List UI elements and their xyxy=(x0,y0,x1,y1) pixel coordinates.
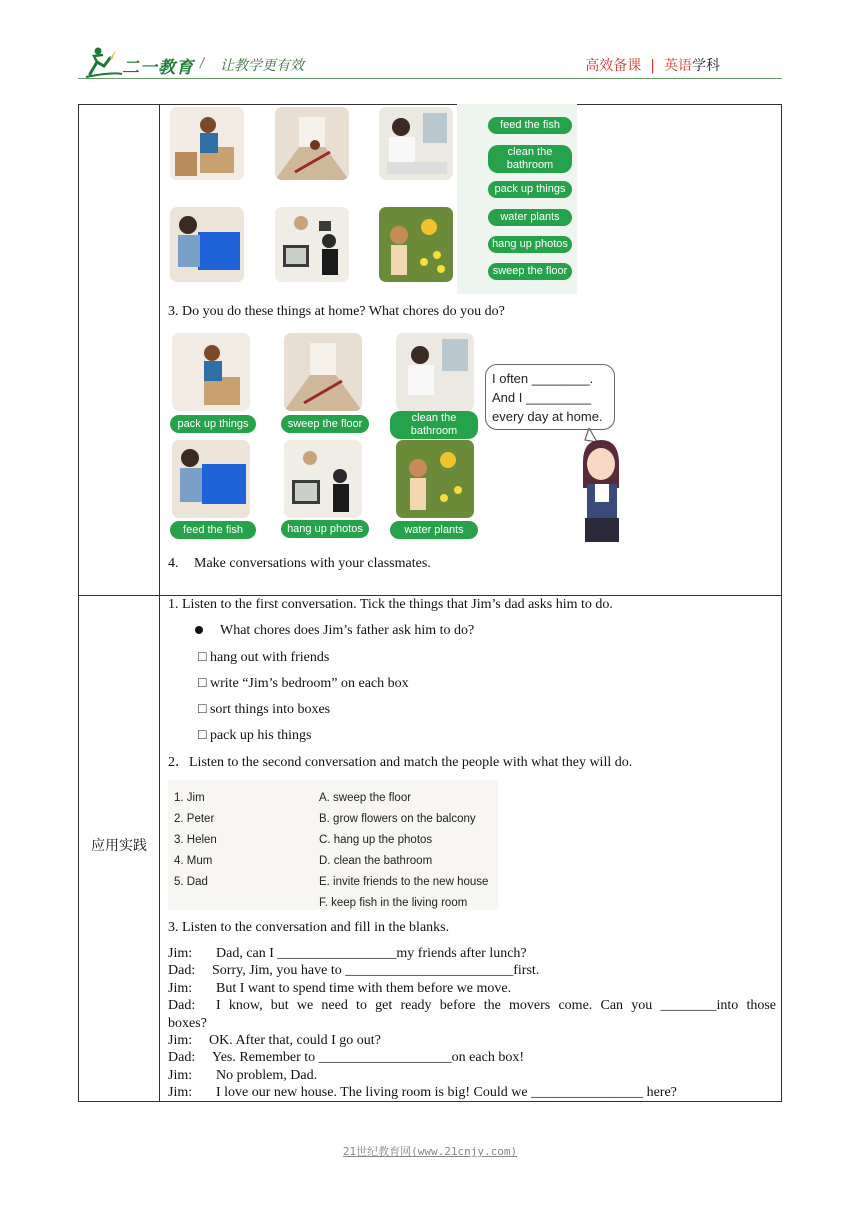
page-header xyxy=(0,0,860,100)
speaker: Jim: xyxy=(168,1067,193,1083)
speaker: Jim: xyxy=(168,980,193,996)
column-divider xyxy=(159,105,160,1101)
grid-label-hang-up-photos: hang up photos xyxy=(281,520,369,538)
line-text: I love our new house. The living room is big! Could we ________________ here? xyxy=(216,1085,677,1101)
line-text: Dad, can I _________________my friends after lunch? xyxy=(216,946,527,961)
header-subject-suffix: 学科 xyxy=(692,58,720,74)
person-item: 3. Helen xyxy=(174,834,217,846)
line-text: OK. After that, could I go out? xyxy=(209,1032,381,1048)
header-slogan: 让教学更有效 xyxy=(220,58,304,74)
practice-q3: 3. Listen to the conversation and fill in the blanks. xyxy=(168,920,450,935)
action-item: D. clean the bathroom xyxy=(319,855,433,867)
photo-hang-up-photos xyxy=(275,207,349,282)
speaker: Jim: xyxy=(168,1032,193,1048)
option-checkbox[interactable]: □ pack up his things xyxy=(198,728,312,743)
practice-q1-bullet: What chores does Jim’s father ask him to do? xyxy=(220,623,475,638)
action-item: C. hang up the photos xyxy=(319,834,433,846)
label-sweep-the-floor: sweep the floor xyxy=(488,263,572,280)
person-item: 2. Peter xyxy=(174,813,215,825)
grid-photo-bathroom xyxy=(396,333,474,411)
line-text: Yes. Remember to ___________________on each box! xyxy=(212,1050,524,1066)
photo-feed-fish xyxy=(170,207,244,282)
header-prep-label: 高效备课 xyxy=(585,58,642,74)
dialog-line xyxy=(168,945,776,962)
action-item: A. sweep the floor xyxy=(319,792,412,804)
person-item: 5. Dad xyxy=(174,876,208,888)
header-divider: | xyxy=(650,58,655,74)
bullet-dot-icon xyxy=(195,626,203,634)
grid-photo-pack xyxy=(172,333,250,411)
logo-text: 二一教育 xyxy=(122,58,194,77)
dialog-line xyxy=(168,1067,776,1084)
speaker: Dad: xyxy=(168,998,196,1014)
dialog-line xyxy=(168,1084,776,1101)
actions-list xyxy=(319,788,488,914)
label-hang-up-photos: hang up photos xyxy=(488,236,572,253)
matching-box xyxy=(168,780,498,910)
line-text: No problem, Dad. xyxy=(216,1067,318,1083)
girl-illustration-icon xyxy=(575,428,623,544)
dialog-line xyxy=(168,1015,776,1032)
line-text: But I want to spend time with them before we move. xyxy=(216,980,512,996)
header-slash: / xyxy=(200,55,205,72)
grid-photo-plants xyxy=(396,440,474,518)
speaker: Jim: xyxy=(168,946,193,961)
dialog-block xyxy=(168,945,776,1102)
label-feed-the-fish: feed the fish xyxy=(488,117,572,134)
people-list xyxy=(174,788,217,893)
grid-label-sweep-the-floor: sweep the floor xyxy=(281,415,369,433)
footer-link[interactable]: 21世纪教育网(www.21cnjy.com) xyxy=(342,1145,518,1158)
line-text: Sorry, Jim, you have to ________________________first. xyxy=(212,963,540,979)
person-item: 1. Jim xyxy=(174,792,205,804)
speaker: Dad: xyxy=(168,963,196,979)
label-water-plants: water plants xyxy=(488,209,572,226)
header-rule xyxy=(78,78,782,79)
speaker: Jim: xyxy=(168,1085,193,1101)
dialog-line xyxy=(168,962,776,979)
photo-water-plants xyxy=(379,207,453,282)
question-3-top: 3. Do you do these things at home? What chores do you do? xyxy=(168,304,505,319)
label-pack-up-things: pack up things xyxy=(488,181,572,198)
speaker: Dad: xyxy=(168,1050,196,1066)
grid-label-feed-the-fish: feed the fish xyxy=(170,521,256,539)
question-4-num: 4. xyxy=(168,556,179,571)
bubble-line-2: And I _________ xyxy=(492,390,592,405)
label-clean-the-bathroom: clean the bathroom xyxy=(488,145,572,173)
dialog-line xyxy=(168,1032,776,1049)
photo-clean-bathroom xyxy=(379,107,453,180)
option-checkbox[interactable]: □ sort things into boxes xyxy=(198,702,331,717)
photo-sweep-floor xyxy=(275,107,349,180)
dialog-line xyxy=(168,1049,776,1066)
person-item: 4. Mum xyxy=(174,855,213,867)
action-item: F. keep fish in the living room xyxy=(319,897,468,909)
grid-label-pack-up-things: pack up things xyxy=(170,415,256,433)
header-subject xyxy=(585,55,720,75)
dialog-line xyxy=(168,997,776,1014)
header-subject-english: 英语 xyxy=(664,58,692,74)
practice-q2: 2．Listen to the second conversation and match the people with what they will do. xyxy=(168,755,633,770)
line-text: boxes? xyxy=(168,1015,207,1031)
question-4-text: Make conversations with your classmates. xyxy=(194,556,431,571)
grid-photo-photos xyxy=(284,440,362,518)
row-label-practice: 应用实践 xyxy=(91,838,147,854)
option-checkbox[interactable]: □ write “Jim’s bedroom” on each box xyxy=(198,676,409,691)
action-item: B. grow flowers on the balcony xyxy=(319,813,476,825)
dialog-line xyxy=(168,980,776,997)
action-item: E. invite friends to the new house xyxy=(319,876,489,888)
practice-q1: 1. Listen to the first conversation. Tick the things that Jim’s dad asks him to do. xyxy=(168,597,613,612)
bubble-line-3: every day at home. xyxy=(492,409,603,424)
grid-photo-fish xyxy=(172,440,250,518)
bubble-line-1: I often ________. xyxy=(492,371,594,386)
photo-pack-up-things xyxy=(170,107,244,180)
grid-label-water-plants: water plants xyxy=(390,521,478,539)
option-checkbox[interactable]: □ hang out with friends xyxy=(198,650,330,665)
row-divider xyxy=(79,595,781,596)
speech-bubble xyxy=(485,364,615,430)
line-text: I know, but we need to get ready before the movers come. Can you ________into those xyxy=(216,998,776,1014)
grid-label-clean-the-bathroom: clean the bathroom xyxy=(390,411,478,439)
grid-photo-sweep xyxy=(284,333,362,411)
